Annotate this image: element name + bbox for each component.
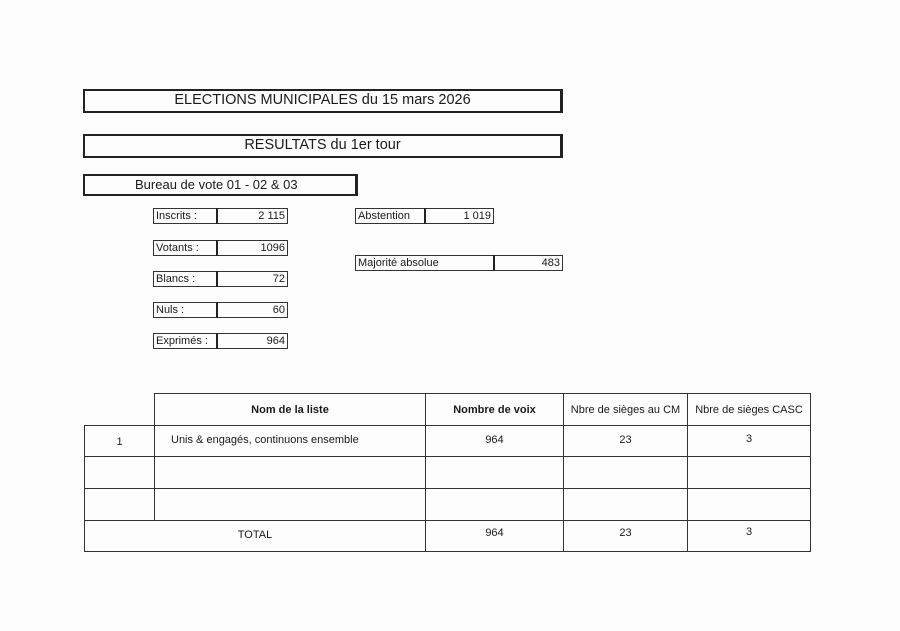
header-nombre-voix: Nombre de voix (426, 394, 564, 426)
table-header-row (85, 394, 811, 426)
empty-cell (85, 457, 155, 489)
empty-cell (155, 457, 426, 489)
header-sieges-cm: Nbre de sièges au CM (564, 394, 688, 426)
results-subtitle (83, 134, 563, 158)
row-sieges-cm: 23 (564, 426, 688, 457)
empty-cell (564, 457, 688, 489)
total-label: TOTAL (85, 521, 426, 552)
row-voix: 964 (426, 426, 564, 457)
bureau-box (83, 174, 358, 196)
stat-inscrits-label: Inscrits : (156, 210, 197, 222)
stat-majorite (355, 255, 563, 271)
empty-cell (155, 489, 426, 521)
total-sieges-casc: 3 (688, 521, 811, 552)
total-sieges-cm: 23 (564, 521, 688, 552)
empty-cell (564, 489, 688, 521)
stat-nuls-label: Nuls : (156, 304, 185, 316)
results-table (84, 393, 811, 552)
header-nom-liste: Nom de la liste (155, 394, 426, 426)
stat-majorite-value: 483 (541, 257, 560, 269)
stat-separator (493, 255, 495, 271)
empty-cell (85, 489, 155, 521)
stat-exprimes-value: 964 (266, 335, 285, 347)
stat-abstention (355, 208, 494, 224)
stat-blancs-value: 72 (272, 273, 285, 285)
total-voix: 964 (426, 521, 564, 552)
stat-inscrits-value: 2 115 (258, 210, 285, 222)
stat-abstention-label: Abstention (358, 210, 410, 222)
stat-nuls (153, 302, 288, 318)
table-row (85, 489, 811, 521)
row-sieges-casc: 3 (688, 426, 811, 457)
stat-votants (153, 240, 288, 256)
table-row (85, 426, 811, 457)
stat-blancs-label: Blancs : (156, 273, 196, 285)
stat-separator (216, 333, 218, 349)
stat-votants-label: Votants : (156, 242, 199, 254)
stat-nuls-value: 60 (272, 304, 285, 316)
header-sieges-casc: Nbre de sièges CASC (688, 394, 811, 426)
election-title-text: ELECTIONS MUNICIPALES du 15 mars 2026 (174, 92, 471, 108)
table-row (85, 457, 811, 489)
bureau-text: Bureau de vote 01 - 02 & 03 (135, 177, 298, 192)
empty-cell (426, 489, 564, 521)
stat-separator (424, 208, 426, 224)
stat-inscrits (153, 208, 288, 224)
stat-votants-value: 1096 (260, 242, 285, 254)
stat-separator (216, 240, 218, 256)
stat-separator (216, 208, 218, 224)
stat-separator (216, 302, 218, 318)
stat-separator (216, 271, 218, 287)
stat-exprimes-label: Exprimés : (156, 335, 208, 347)
stat-exprimes (153, 333, 288, 349)
empty-cell (688, 489, 811, 521)
results-subtitle-text: RESULTATS du 1er tour (244, 137, 401, 153)
empty-cell (688, 457, 811, 489)
stat-blancs (153, 271, 288, 287)
total-row (85, 521, 811, 552)
row-list-name: Unis & engagés, continuons ensemble (155, 426, 426, 457)
row-number: 1 (85, 426, 155, 457)
stat-abstention-value: 1 019 (463, 210, 491, 222)
empty-cell (426, 457, 564, 489)
election-title (83, 89, 563, 113)
stat-majorite-label: Majorité absolue (358, 257, 439, 269)
header-empty-cell (85, 394, 155, 426)
